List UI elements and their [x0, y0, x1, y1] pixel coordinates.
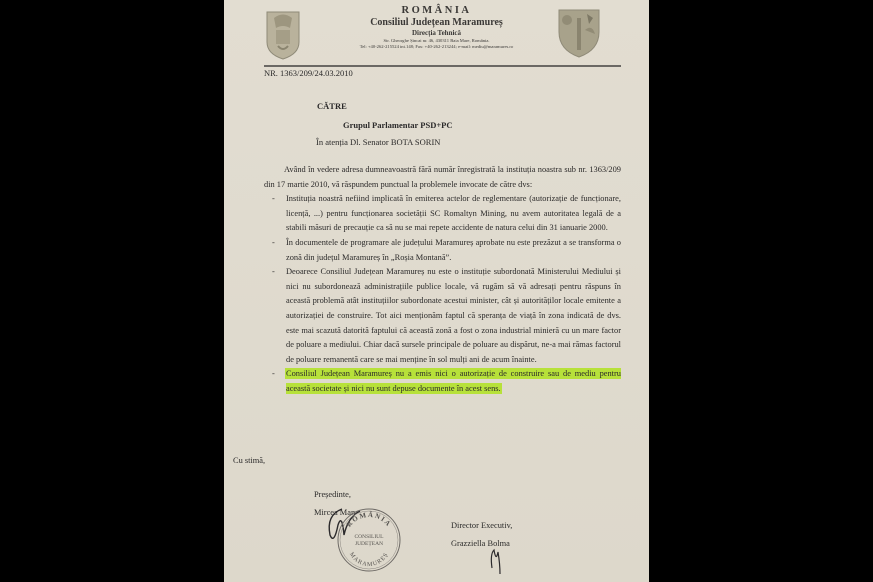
highlighted-text: Consiliul Județean Maramureș nu a emis nici o autorizație de construire sau de mediu pentru această societate și nici nu sunt depuse documente în acest sens.	[286, 369, 621, 393]
letterhead-contact: Tel: +40-262-215524 int.148; Fax: +40-262-213244; e-mail: mediu@maramures.ro	[359, 44, 514, 49]
bullet-dash: -	[272, 267, 275, 277]
stamp-line1: CONSILIUL	[354, 534, 384, 540]
stamp-line2: JUDEȚEAN	[354, 541, 384, 547]
bullet-dash: -	[272, 194, 275, 204]
recipient-attention: În atenția Dl. Senator BOTA SORIN	[316, 137, 441, 147]
letterhead-institution: Consiliul Județean Maramureș	[370, 17, 503, 28]
director-name: Grazziella Bolma	[451, 539, 510, 548]
letterhead	[294, 5, 579, 50]
letterhead-country: ROMÂNIA	[401, 5, 472, 16]
letter-body	[264, 163, 621, 397]
list-item	[264, 265, 621, 367]
bullet-dash: -	[272, 237, 275, 247]
letterhead-address: Str. Gheorghe Șincai nr. 46, 430311 Baia Mare, România.	[383, 38, 490, 43]
svg-text:MARAMUREȘ	[348, 552, 390, 569]
list-item-text: În documentele de programare ale județului Maramureș aprobate nu este prezăzut a se transforma o zonă din județul Maramureș în „Roșia Montană”.	[286, 237, 621, 262]
closing: Cu stimă,	[233, 456, 266, 465]
president-title: Președinte,	[314, 490, 351, 499]
recipient-label: CĂTRE	[317, 101, 347, 111]
intro-paragraph: Având în vedere adresa dumneavoastră fără număr înregistrată la instituția noastra sub nr. 1363/209 din 17 martie 2010, vă răspundem punctual la problemele invocate de către dvs:	[264, 165, 621, 189]
director-handwritten-signature-icon	[486, 540, 506, 576]
list-item	[264, 236, 621, 265]
list-item	[264, 192, 621, 236]
president-name: Mircea Man	[314, 508, 356, 517]
recipient-organization: Grupul Parlamentar PSD+PC	[343, 120, 453, 130]
official-stamp-icon	[336, 507, 402, 573]
stamp-bottom-text: MARAMUREȘ	[347, 551, 390, 569]
bullet-dash: -	[272, 369, 275, 379]
stamp-top-text: ROMÂNIA	[344, 510, 394, 529]
letterhead-department: Direcția Tehnică	[411, 29, 462, 37]
list-item-highlighted	[264, 367, 621, 396]
director-title: Director Executiv,	[451, 521, 513, 530]
reference-number: NR. 1363/209/24.03.2010	[264, 68, 353, 78]
scanned-letter	[224, 0, 649, 582]
list-item-text: Deoarece Consiliul Județean Maramureș nu este o instituție subordonată Ministerului Mediului și nici nu subordonează administrațiile publice locale, vă rugăm să vă adresați pentru răspuns în această problemă atât instituțiilor subordonate acestui minister, cât și autorităților locale emitente a autorizației de construire. Tot aici menționăm faptul că speranța de viață în zona indicată de dvs. este mai scazută datorită faptului că această zonă a fost o zona industrial minieră cu un mare factor de poluare a mediului. Chiar dacă sursele principale de poluare au dispărut, ne-a mai rămas factorul de poluare remanentă care se mai menține în sol mulți ani de acum înainte.	[286, 267, 621, 364]
list-item-text: Instituția noastră nefiind implicată în emiterea actelor de reglementare (autorizație de funcționare, licență, ...) pentru funcționarea societății SC Romaltyn Mining, nu avem autoritatea legală de a stabili măsuri de precauție ca să nu se mai repete accidente de natura celui din 31 ianuarie 2000.	[286, 194, 621, 233]
maramures-coat-of-arms-icon	[557, 8, 601, 58]
header-divider	[264, 65, 621, 67]
